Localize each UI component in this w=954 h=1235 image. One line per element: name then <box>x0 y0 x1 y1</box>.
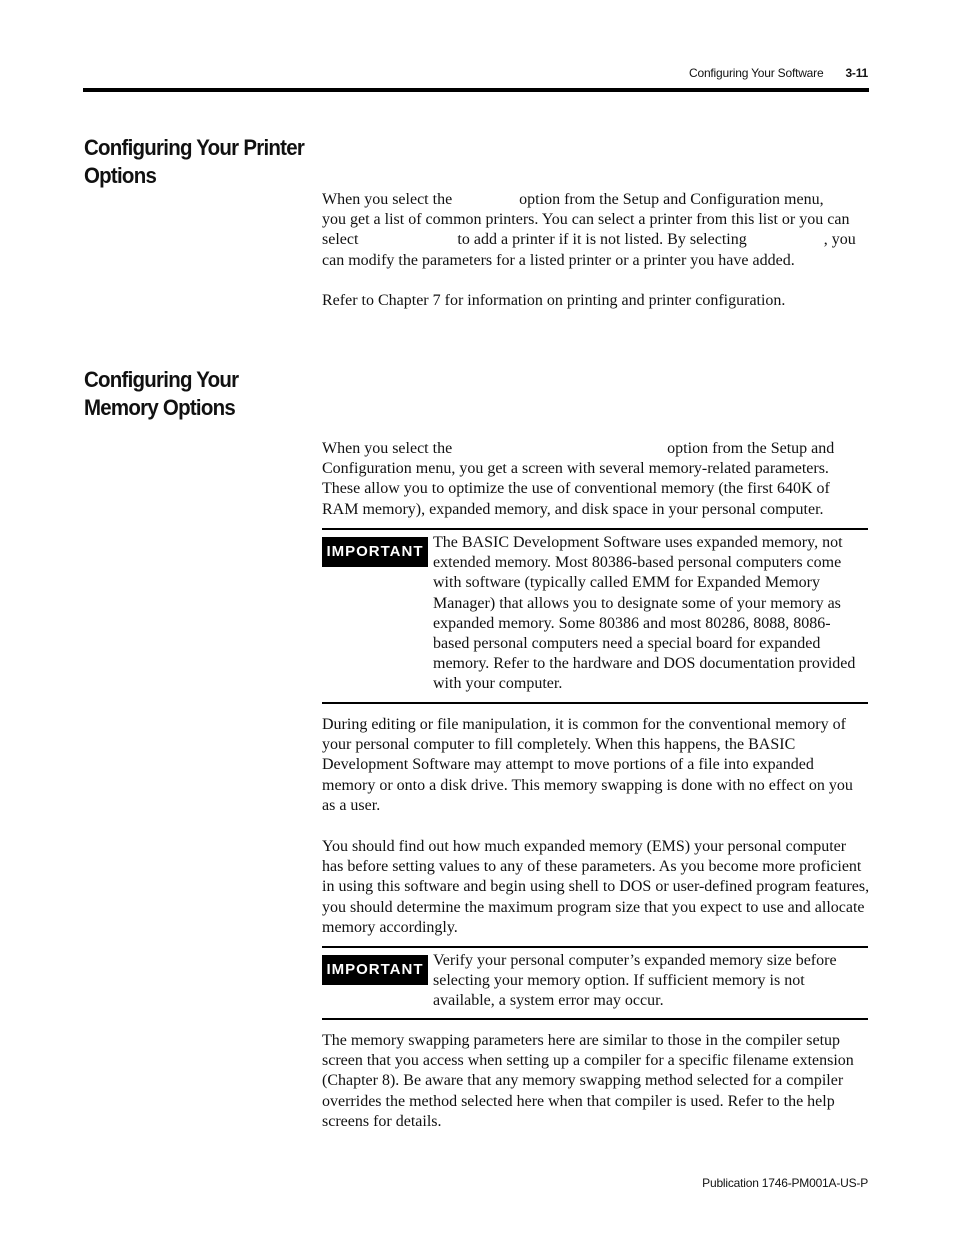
printer-p1-text: When you select the <box>322 191 453 208</box>
header-rule <box>83 88 869 92</box>
memory-title-line2: Memory Options <box>84 395 236 420</box>
running-header <box>689 66 868 80</box>
printer-p1-text: can modify the parameters for a listed printer or a printer you have added. <box>322 251 795 269</box>
memory-paragraph-2: During editing or file manipulation, it is common for the conventional memory of your personal computer to fill completely. When this happens, the BASIC Development Software may attempt to move portions of a file into expanded memory or onto a disk drive. This memory swapping is done with no effect on you as a user. <box>322 716 853 814</box>
printer-p1-text: select <box>322 231 359 249</box>
printer-p1-text: you get a list of common printers. You can select a printer from this list or you can <box>322 211 850 229</box>
important-notice-2 <box>322 946 868 1020</box>
printer-p1-text: option from the Setup and Configuration menu, <box>519 191 824 208</box>
memory-p1-text: Configuration menu, you get a screen with several memory-related parameters. <box>322 460 829 478</box>
memory-section-title <box>84 366 307 422</box>
important-badge: IMPORTANT <box>322 537 428 567</box>
printer-p1-text: to add a printer if it is not listed. By selecting <box>457 231 747 249</box>
important-badge: IMPORTANT <box>322 955 428 985</box>
memory-paragraph-4: The memory swapping parameters here are similar to those in the compiler setup screen that you access when setting up a compiler for a specific filename extension (Chapter 8). Be aware that any memory swapping method selected for a compiler overrides the method selected here when that compiler is used. Refer to the help screens for details. <box>322 1032 854 1130</box>
page-number: 3-11 <box>845 66 868 80</box>
memory-p1-text: These allow you to optimize the use of conventional memory (the first 640K of <box>322 480 830 498</box>
important-text: Verify your personal computer’s expanded memory size before selecting your memory option. If sufficient memory is not available, a system error may occur. <box>433 952 837 1010</box>
printer-title-line2: Options <box>84 163 157 188</box>
running-header-title: Configuring Your Software <box>689 66 824 80</box>
printer-title-line1: Configuring Your Printer <box>84 135 305 160</box>
memory-p1-text: option from the Setup and <box>667 440 835 457</box>
important-notice-1 <box>322 528 868 704</box>
printer-paragraph-2: Refer to Chapter 7 for information on printing and printer configuration. <box>322 292 786 309</box>
important-text: The BASIC Development Software uses expanded memory, not extended memory. Most 80386-based personal computers come with software (typically called EMM for Expanded Memory Manager) that allows you to designate some of your memory as expanded memory. Some 80386 and most 80286, 8088, 8086-based personal computers need a special board for expanded memory. Refer to the hardware and DOS documentation provided with your computer. <box>433 534 856 693</box>
printer-paragraph-1 <box>322 190 870 271</box>
printer-section-title <box>84 134 307 190</box>
printer-p1-text: , you <box>823 231 856 249</box>
memory-paragraph-1 <box>322 439 870 520</box>
memory-paragraph-3: You should find out how much expanded memory (EMS) your personal computer has before setting values to any of these parameters. As you become more proficient in using this software and begin using shell to DOS or user-defined program features, you should determine the maximum program size that you expect to use and allocate memory accordingly. <box>322 838 870 936</box>
memory-p1-text: When you select the <box>322 440 453 457</box>
memory-p1-text: RAM memory), expanded memory, and disk space in your personal computer. <box>322 500 824 518</box>
memory-title-line1: Configuring Your <box>84 367 239 392</box>
publication-footer: Publication 1746-PM001A-US-P <box>702 1176 868 1190</box>
